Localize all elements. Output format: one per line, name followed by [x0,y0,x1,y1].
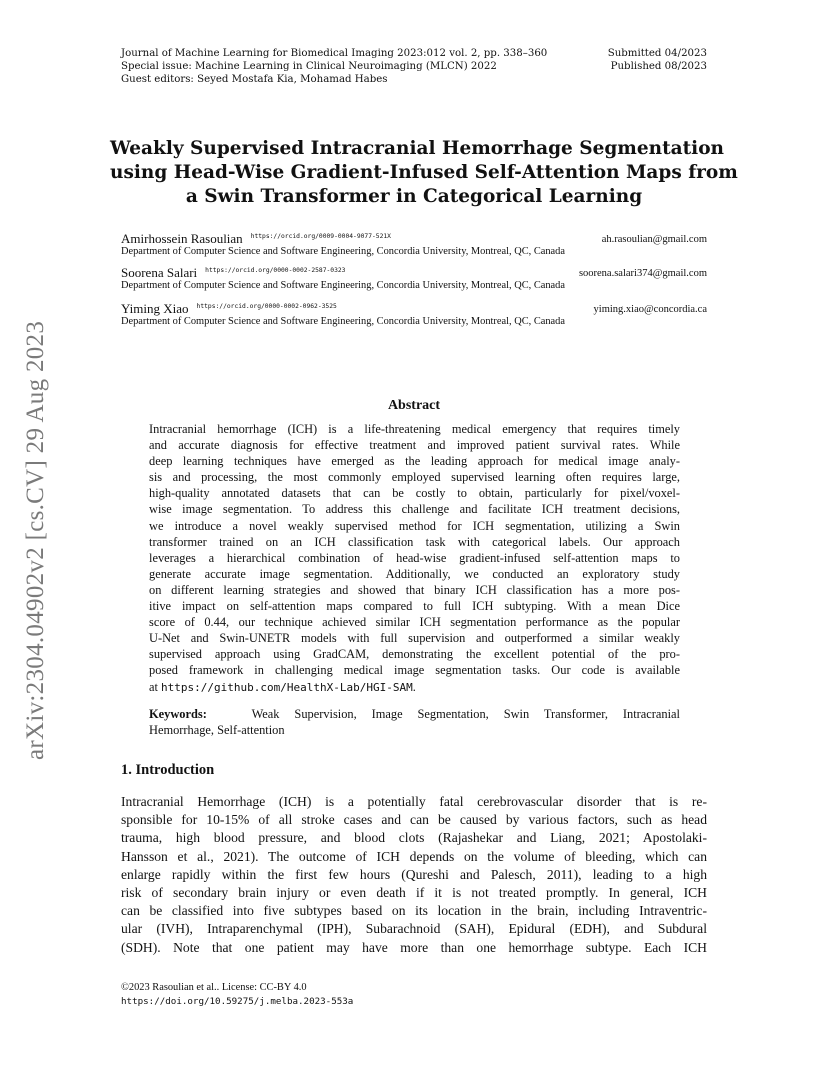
author-block-3 [121,301,707,327]
intro-line: ular (IVH), Intraparenchymal (IPH), Subarachnoid (SAH), Epidural (EDH), and Subdural [121,921,707,937]
journal-line: Journal of Machine Learning for Biomedical Imaging 2023:012 vol. 2, pp. 338–360 [121,48,548,59]
doi-link[interactable]: https://doi.org/10.59275/j.melba.2023-553a [121,995,354,1007]
author-block-2 [121,265,707,291]
paper-title [110,137,738,209]
abstract-line: generate accurate image segmentation. Additionally, we conducted an exploratory study [149,566,680,581]
author-affiliation: Department of Computer Science and Software Engineering, Concordia University, Montreal, QC, Canada [121,280,565,291]
author-email[interactable]: ah.rasoulian@gmail.com [601,234,707,245]
intro-line: enlarge rapidly within the first few hours (Qureshi and Palesch, 2011), leading to a high [121,866,707,882]
intro-line: Intracranial Hemorrhage (ICH) is a potentially fatal cerebrovascular disorder that is re- [121,794,707,809]
abstract-line: posed framework in challenging medical image segmentation tasks. Our code is available [149,663,680,678]
author-email[interactable]: soorena.salari374@gmail.com [578,268,707,279]
author-email[interactable]: yiming.xiao@concordia.ca [593,304,707,315]
abstract-heading: Abstract [387,398,441,413]
title-line-2: using Head-Wise Gradient-Infused Self-Attention Maps from [110,162,738,183]
special-issue-line: Special issue: Machine Learning in Clinical Neuroimaging (MLCN) 2022 [121,61,497,72]
abstract-body [149,421,680,696]
intro-line: can be classified into five subtypes based on its location in the brain, including Intraventric- [121,903,707,919]
abstract-line: itive impact on self-attention maps compared to full ICH subtyping. With a mean Dice [149,599,680,614]
guest-editors-line: Guest editors: Seyed Mostafa Kia, Mohamad Habes [121,74,388,85]
title-line-3: a Swin Transformer in Categorical Learning [185,186,643,207]
abstract-line: score of 0.44, our technique achieved similar ICH segmentation performance as the popular [149,615,680,630]
abstract-line: U-Net and Swin-UNETR models with full supervision and outperformed a similar weakly [149,631,680,646]
intro-line: (SDH). Note that one patient may have more than one hemorrhage subtype. Each ICH [121,939,707,955]
intro-line: risk of secondary brain injury or even death if it is not treated promptly. In general, ICH [121,885,707,901]
abstract-line: high-quality annotated datasets that can be costly to obtain, particularly for pixel/voxel- [149,486,680,501]
abstract-line: Intracranial hemorrhage (ICH) is a life-threatening medical emergency that requires timely [149,422,680,436]
author-block-1 [121,231,707,257]
introduction-heading: 1. Introduction [121,762,215,778]
abstract-line: sis and processing, the most commonly employed supervised learning often requires large, [149,470,680,485]
intro-line: Hansson et al., 2021). The outcome of ICH depends on the volume of bleeding, which can [121,848,707,864]
abstract-line: we introduce a novel weakly supervised method for ICH segmentation, utilizing a Swin [149,518,680,533]
intro-line: sponsible for 10-15% of all stroke cases and can be caused by various factors, such as head [121,812,707,828]
abstract-line: leverages a hierarchical combination of head-wise gradient-infused self-attention maps to [149,550,680,565]
submitted-date: Submitted 04/2023 [607,48,707,59]
keywords-line-1: Weak Supervision, Image Segmentation, Swin Transformer, Intracranial [251,707,680,721]
keywords-label: Keywords: [149,707,207,721]
author-affiliation: Department of Computer Science and Software Engineering, Concordia University, Montreal, QC, Canada [121,246,565,257]
keywords-line-2: Hemorrhage, Self-attention [149,723,285,738]
title-line-1: Weakly Supervised Intracranial Hemorrhage Segmentation [110,138,724,159]
author-affiliation: Department of Computer Science and Software Engineering, Concordia University, Montreal, QC, Canada [121,316,565,327]
abstract-line: on different learning strategies and showed that binary ICH classification has a more pos- [149,582,680,597]
intro-line: trauma, high blood pressure, and blood clots (Rajashekar and Liang, 2021; Apostolaki- [121,830,707,846]
abstract-line: wise image segmentation. To address this challenge and facilitate ICH treatment decisions, [149,502,680,517]
abstract-last-suffix: . [412,679,416,694]
abstract-line: and accurate diagnosis for effective treatment and improved patient survival rates. While [149,438,680,453]
submission-dates [608,47,707,73]
arxiv-stamp: arXiv:2304.04902v2 [cs.CV] 29 Aug 2023 [22,320,49,760]
introduction-body [121,793,707,957]
published-date: Published 08/2023 [610,61,707,72]
orcid-link[interactable]: https://orcid.org/0009-0004-9077-521X [250,233,391,240]
code-repository-link[interactable]: https://github.com/HealthX-Lab/HGI-SAM [161,680,413,694]
author-name: Amirhossein Rasoulian [121,231,243,246]
license-line: ©2023 Rasoulian et al.. License: CC-BY 4.0 [121,982,307,993]
keywords-block [149,706,680,738]
orcid-link[interactable]: https://orcid.org/0000-0002-2587-0323 [205,267,346,274]
author-name: Yiming Xiao [121,301,189,316]
abstract-line: deep learning techniques have emerged as the leading approach for medical image analy- [149,454,680,469]
abstract-last-prefix: at [149,679,162,694]
orcid-link[interactable]: https://orcid.org/0000-0002-0962-3525 [196,303,337,310]
abstract-line: supervised approach using GradCAM, demonstrating the excellent potential of the pro- [149,647,680,662]
journal-info [121,47,591,86]
page-footer [121,981,353,1008]
abstract-last-line [149,679,680,696]
author-name: Soorena Salari [121,265,198,280]
abstract-line: transformer trained on an ICH classification task with categorical labels. Our approach [149,534,680,549]
